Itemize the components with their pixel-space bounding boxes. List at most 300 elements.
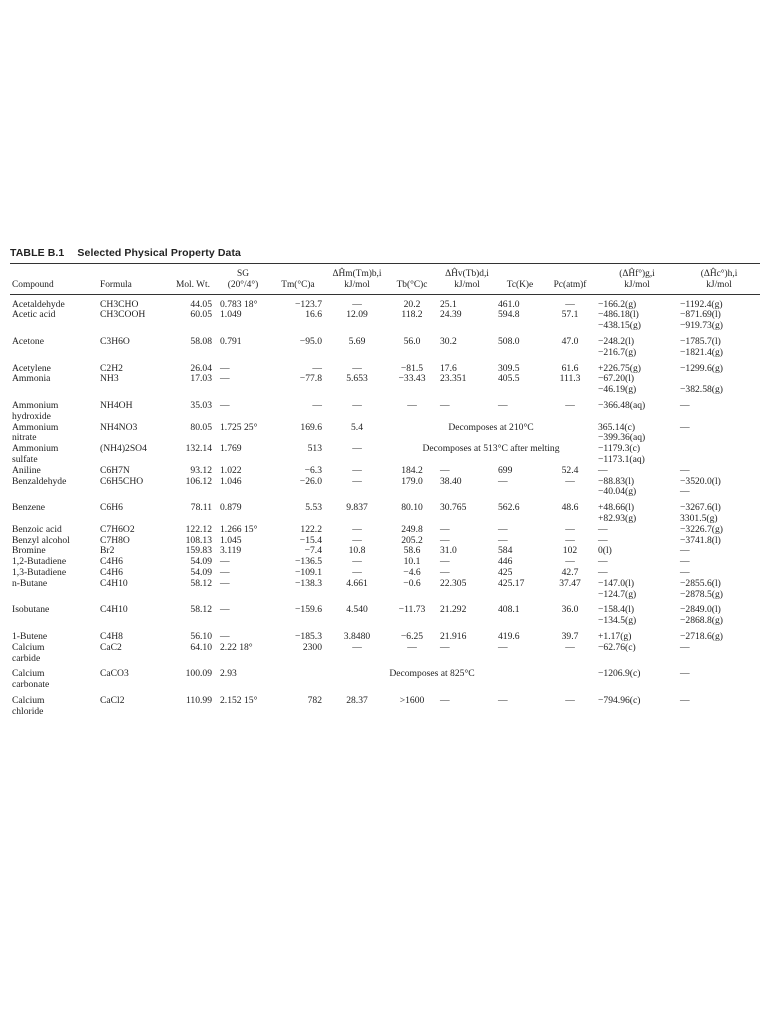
table-number: TABLE B.1: [10, 247, 65, 259]
cell-dhf: [596, 466, 678, 477]
cell-tc-line: 425: [498, 566, 513, 578]
cell-tc-line: —: [498, 475, 508, 487]
table-row: [10, 525, 760, 536]
cell-formula: [98, 664, 168, 691]
cell-dhm-line: —: [352, 534, 362, 546]
cell-dhc: [678, 627, 760, 643]
cell-pc-line: 48.6: [561, 502, 579, 514]
cell-pc: [544, 310, 596, 332]
table-row: [10, 643, 760, 665]
cell-dhv-line: 30.2: [440, 335, 457, 347]
cell-compound: [10, 423, 98, 445]
cell-sg-line: 2.93: [220, 668, 237, 680]
header-dhm-line: kJ/mol: [344, 279, 370, 290]
cell-compound-line: Ammonia: [12, 373, 51, 385]
cell-formula-line: CaCl2: [100, 694, 125, 706]
cell-compound-line: Benzene: [12, 502, 46, 514]
header-mol-wt: [168, 264, 218, 294]
cell-mol-wt-line: 26.04: [190, 362, 212, 374]
cell-pc-line: 57.1: [561, 309, 579, 321]
cell-tm: [268, 691, 328, 718]
cell-mol-wt-line: 54.09: [190, 556, 212, 568]
cell-tm-line: −77.8: [299, 373, 322, 385]
cell-dhm: [328, 466, 386, 477]
cell-dhf: [596, 332, 678, 359]
table-row: [10, 466, 760, 477]
cell-dhm-line: 4.661: [346, 577, 368, 589]
cell-dhf-line: −794.96(c): [598, 694, 641, 706]
cell-compound-line: Aniline: [12, 464, 41, 476]
cell-tb: [386, 359, 438, 375]
cell-compound-line: nitrate: [12, 432, 37, 444]
cell-compound-line: Acetylene: [12, 362, 51, 374]
table-title: Selected Physical Property Data: [77, 247, 241, 259]
cell-tm-line: —: [312, 399, 322, 411]
cell-dhc-line: −1785.7(l): [680, 335, 721, 347]
cell-tc: [496, 477, 544, 499]
table-caption: [10, 247, 760, 264]
cell-dhf-line: −399.36(aq): [598, 432, 646, 444]
cell-pc-line: 111.3: [559, 373, 581, 385]
cell-dhc: [678, 294, 760, 310]
cell-tm: [268, 294, 328, 310]
cell-sg-line: —: [220, 566, 230, 578]
cell-sg-line: —: [220, 373, 230, 385]
cell-sg-line: —: [220, 630, 230, 642]
cell-pc-line: 47.0: [561, 335, 579, 347]
header-sg: [218, 264, 268, 294]
cell-mol-wt-line: 80.05: [190, 421, 212, 433]
cell-pc: [544, 498, 596, 525]
cell-tc-line: 405.5: [498, 373, 520, 385]
cell-tc: [496, 691, 544, 718]
cell-dhc-line: −2868.8(g): [680, 615, 723, 627]
cell-compound: [10, 627, 98, 643]
cell-tb-line: >1600: [399, 694, 425, 706]
cell-tm-line: 122.2: [300, 523, 322, 535]
cell-dhf-line: +1.17(g): [598, 630, 632, 642]
header-dhc-line: kJ/mol: [706, 279, 732, 290]
cell-dhc: [678, 546, 760, 557]
cell-formula: [98, 332, 168, 359]
table-row: [10, 600, 760, 627]
cell-tc: [496, 294, 544, 310]
cell-dhc: [678, 477, 760, 499]
cell-tb: [386, 396, 438, 423]
cell-tc: [496, 627, 544, 643]
cell-dhm-line: —: [352, 362, 362, 374]
cell-dhm: [328, 332, 386, 359]
cell-formula-line: C7H6O2: [100, 523, 135, 535]
cell-mol-wt-line: 58.12: [190, 604, 212, 616]
cell-compound-line: n-Butane: [12, 577, 48, 589]
cell-tb: [386, 627, 438, 643]
cell-dhf: [596, 396, 678, 423]
cell-dhm-line: 4.540: [346, 604, 368, 616]
cell-sg-line: —: [220, 399, 230, 411]
cell-formula: [98, 477, 168, 499]
cell-dhf: [596, 664, 678, 691]
header-dhf-line: (ΔĤf°)g,i: [619, 269, 655, 279]
cell-dhc-line: −3267.6(l): [680, 502, 721, 514]
cell-dhv-line: 17.6: [440, 362, 457, 374]
cell-dhc-line: —: [680, 464, 690, 476]
cell-tc: [496, 466, 544, 477]
cell-mol-wt-line: 60.05: [190, 309, 212, 321]
header-tc: [496, 264, 544, 294]
cell-formula: [98, 444, 168, 466]
property-table-page: [10, 247, 760, 717]
cell-dhc: [678, 466, 760, 477]
cell-pc: [544, 525, 596, 536]
cell-dhf-line: +226.75(g): [598, 362, 641, 374]
cell-tm: [268, 525, 328, 536]
cell-dhc-line: —: [680, 694, 690, 706]
cell-tc-line: 419.6: [498, 630, 520, 642]
cell-tm: [268, 374, 328, 396]
cell-tb-line: 20.2: [403, 298, 421, 310]
cell-tc: [496, 643, 544, 665]
cell-dhf: [596, 310, 678, 332]
cell-tc-line: 562.6: [498, 502, 520, 514]
cell-sg-line: 2.152 15°: [220, 694, 258, 706]
cell-dhc-line: −2849.0(l): [680, 604, 721, 616]
cell-tc: [496, 332, 544, 359]
cell-sg: [218, 525, 268, 536]
cell-dhm-line: —: [352, 443, 362, 455]
cell-dhv: [438, 374, 496, 396]
cell-tb-line: 249.8: [401, 523, 423, 535]
cell-pc-line: —: [565, 399, 575, 411]
cell-sg: [218, 466, 268, 477]
cell-dhm-line: 5.653: [346, 373, 368, 385]
cell-dhv-line: 38.40: [440, 475, 462, 487]
cell-formula: [98, 396, 168, 423]
cell-sg: [218, 579, 268, 601]
cell-pc-line: 52.4: [561, 464, 579, 476]
header-sg-line: (20°/4°): [227, 279, 259, 290]
cell-formula-line: C4H6: [100, 566, 123, 578]
cell-mol-wt-line: 132.14: [185, 443, 212, 455]
cell-tc: [496, 374, 544, 396]
cell-mol-wt: [168, 423, 218, 445]
cell-dhv-line: —: [440, 556, 450, 568]
cell-dhc-line: —: [680, 668, 690, 680]
header-pc-line: Pc(atm)f: [553, 279, 587, 290]
cell-sg: [218, 627, 268, 643]
cell-pc-line: —: [565, 556, 575, 568]
cell-pc: [544, 643, 596, 665]
cell-compound: [10, 643, 98, 665]
cell-formula: [98, 498, 168, 525]
cell-tc-line: —: [498, 399, 508, 411]
cell-sg: [218, 294, 268, 310]
cell-tb-line: 118.2: [401, 309, 423, 321]
cell-dhc: [678, 498, 760, 525]
cell-compound: [10, 498, 98, 525]
cell-compound: [10, 579, 98, 601]
cell-mol-wt-line: 58.08: [190, 335, 212, 347]
cell-compound: [10, 477, 98, 499]
cell-dhf-line: +48.66(l): [598, 502, 635, 514]
cell-pc: [544, 294, 596, 310]
cell-sg: [218, 477, 268, 499]
cell-dhc-line: —: [680, 641, 690, 653]
cell-compound-line: 1,2-Butadiene: [12, 556, 67, 568]
cell-dhc-line: —: [680, 566, 690, 578]
cell-dhv: [438, 643, 496, 665]
header-dhv-line: kJ/mol: [454, 279, 480, 290]
cell-dhf-line: −134.5(g): [598, 615, 637, 627]
cell-dhf: [596, 359, 678, 375]
header-tm: [268, 264, 328, 294]
cell-formula: [98, 579, 168, 601]
cell-compound-line: Isobutane: [12, 604, 50, 616]
cell-dhc: [678, 557, 760, 568]
cell-compound-line: Acetaldehyde: [12, 298, 65, 310]
cell-formula: [98, 627, 168, 643]
cell-tb-line: 58.6: [403, 545, 421, 557]
cell-dhv: [438, 332, 496, 359]
header-dhc-line: (ΔĤc°)h,i: [700, 269, 738, 279]
cell-formula-line: (NH4)2SO4: [100, 443, 147, 455]
decomposition-note-text: Decomposes at 825°C: [389, 668, 475, 680]
table-body: [10, 294, 760, 717]
cell-sg: [218, 374, 268, 396]
cell-dhf-line: −1173.1(aq): [598, 453, 645, 465]
cell-dhf-line: −166.2(g): [598, 298, 637, 310]
cell-tb-line: −81.5: [400, 362, 424, 374]
cell-formula-line: C6H6: [100, 502, 123, 514]
cell-dhc: [678, 423, 760, 445]
cell-tc: [496, 600, 544, 627]
cell-sg: [218, 643, 268, 665]
cell-mol-wt: [168, 579, 218, 601]
table-row: [10, 396, 760, 423]
cell-dhv: [438, 477, 496, 499]
cell-mol-wt: [168, 627, 218, 643]
cell-dhm-line: —: [352, 464, 362, 476]
cell-tm-line: 5.53: [305, 502, 322, 514]
cell-mol-wt: [168, 600, 218, 627]
cell-dhf-line: −124.7(g): [598, 588, 637, 600]
cell-sg-line: 0.783 18°: [220, 298, 258, 310]
table-row: [10, 477, 760, 499]
cell-dhm: [328, 643, 386, 665]
cell-pc-line: —: [565, 641, 575, 653]
cell-tc-line: 461.0: [498, 298, 520, 310]
cell-pc-line: —: [565, 694, 575, 706]
cell-tm-line: −123.7: [295, 298, 322, 310]
cell-tb: [386, 525, 438, 536]
cell-dhf: [596, 546, 678, 557]
cell-compound-line: chloride: [12, 705, 44, 717]
cell-mol-wt: [168, 664, 218, 691]
cell-formula: [98, 600, 168, 627]
cell-tm: [268, 600, 328, 627]
cell-tc-line: 699: [498, 464, 513, 476]
cell-mol-wt-line: 78.11: [190, 502, 212, 514]
cell-compound: [10, 466, 98, 477]
cell-dhm-line: 10.8: [348, 545, 366, 557]
cell-mol-wt: [168, 643, 218, 665]
cell-dhf-line: −486.18(l): [598, 309, 639, 321]
cell-formula-line: NH4OH: [100, 399, 133, 411]
cell-compound: [10, 664, 98, 691]
cell-dhc: [678, 600, 760, 627]
physical-property-table: [10, 264, 760, 717]
cell-dhm-line: —: [352, 523, 362, 535]
cell-dhf: [596, 477, 678, 499]
cell-formula-line: C2H2: [100, 362, 123, 374]
cell-tm-line: −109.1: [295, 566, 322, 578]
cell-formula: [98, 359, 168, 375]
cell-mol-wt-line: 110.99: [185, 694, 212, 706]
cell-dhm-line: 3.8480: [343, 630, 371, 642]
cell-dhc: [678, 525, 760, 536]
cell-tm: [268, 396, 328, 423]
cell-dhm-line: —: [352, 566, 362, 578]
header-pc: [544, 264, 596, 294]
decomposition-note: [386, 423, 596, 445]
cell-sg-line: 0.879: [220, 502, 242, 514]
cell-compound: [10, 396, 98, 423]
cell-dhf-line: —: [598, 523, 608, 535]
cell-tc: [496, 396, 544, 423]
cell-pc: [544, 332, 596, 359]
cell-dhf: [596, 294, 678, 310]
cell-formula-line: Br2: [100, 545, 115, 557]
cell-tm-line: −7.4: [304, 545, 322, 557]
cell-dhv-line: —: [440, 641, 450, 653]
cell-pc: [544, 477, 596, 499]
cell-formula: [98, 691, 168, 718]
cell-compound-line: sulfate: [12, 453, 38, 465]
cell-dhf-line: —: [598, 556, 608, 568]
cell-compound-line: 1,3-Butadiene: [12, 566, 67, 578]
cell-dhv-line: —: [440, 534, 450, 546]
header-dhv: [438, 264, 496, 294]
cell-dhm-line: —: [352, 298, 362, 310]
table-row: [10, 627, 760, 643]
cell-mol-wt-line: 93.12: [190, 464, 212, 476]
cell-tc-line: 594.8: [498, 309, 520, 321]
header-dhc: [678, 264, 760, 294]
cell-compound-line: Benzyl alcohol: [12, 534, 70, 546]
cell-formula-line: C6H7N: [100, 464, 130, 476]
cell-pc: [544, 466, 596, 477]
cell-tm-line: −6.3: [304, 464, 322, 476]
cell-compound: [10, 294, 98, 310]
cell-dhf: [596, 643, 678, 665]
cell-dhm: [328, 423, 386, 445]
cell-tm: [268, 332, 328, 359]
cell-tm-line: —: [312, 362, 322, 374]
cell-mol-wt: [168, 691, 218, 718]
cell-dhf-line: −366.48(aq): [598, 399, 646, 411]
header-sg-line: SG: [237, 269, 249, 279]
cell-dhf-line: 365.14(c): [598, 421, 636, 433]
cell-mol-wt: [168, 466, 218, 477]
cell-dhm: [328, 294, 386, 310]
cell-dhf: [596, 557, 678, 568]
cell-sg: [218, 396, 268, 423]
cell-dhf: [596, 600, 678, 627]
cell-sg-line: 1.266 15°: [220, 523, 258, 535]
cell-dhm: [328, 374, 386, 396]
header-dhv-line: ΔĤv(Tb)d,i: [445, 269, 489, 279]
cell-dhc-line: —: [680, 486, 690, 498]
cell-dhv: [438, 525, 496, 536]
cell-pc-line: —: [565, 475, 575, 487]
cell-tm-line: −138.3: [295, 577, 322, 589]
cell-tb: [386, 691, 438, 718]
cell-sg-line: 2.22 18°: [220, 641, 253, 653]
cell-dhf-line: −438.15(g): [598, 320, 641, 332]
cell-tb: [386, 498, 438, 525]
cell-sg: [218, 423, 268, 445]
cell-dhv-line: 25.1: [440, 298, 457, 310]
cell-dhm-line: —: [352, 641, 362, 653]
cell-tc-line: 446: [498, 556, 513, 568]
cell-dhv-line: 30.765: [440, 502, 467, 514]
cell-compound-line: Ammonium: [12, 399, 59, 411]
cell-dhm: [328, 579, 386, 601]
cell-dhc-line: −382.58(g): [680, 384, 723, 396]
cell-tm: [268, 643, 328, 665]
header-tb: [386, 264, 438, 294]
cell-dhf-line: −158.4(l): [598, 604, 635, 616]
cell-pc-line: —: [565, 534, 575, 546]
cell-sg-line: 1.769: [220, 443, 242, 455]
cell-pc: [544, 396, 596, 423]
cell-tb-line: −11.73: [398, 604, 426, 616]
cell-tm-line: −26.0: [299, 475, 322, 487]
cell-dhc-line: —: [680, 556, 690, 568]
cell-tc: [496, 525, 544, 536]
cell-formula-line: CH3COOH: [100, 309, 146, 321]
cell-dhm-line: 12.09: [346, 309, 368, 321]
cell-dhf-line: —: [598, 566, 608, 578]
cell-tm-line: −159.6: [295, 604, 322, 616]
cell-dhc-line: —: [680, 545, 690, 557]
cell-sg: [218, 444, 268, 466]
cell-sg-line: —: [220, 604, 230, 616]
header-mol-wt-line: Mol. Wt.: [176, 279, 210, 290]
cell-dhv: [438, 310, 496, 332]
cell-dhm: [328, 310, 386, 332]
cell-mol-wt: [168, 310, 218, 332]
cell-tm-line: −15.4: [299, 534, 322, 546]
cell-dhv-line: 21.292: [440, 604, 467, 616]
cell-dhc: [678, 664, 760, 691]
cell-dhv-line: 31.0: [440, 545, 457, 557]
cell-pc-line: —: [565, 298, 575, 310]
cell-sg: [218, 498, 268, 525]
cell-dhf: [596, 691, 678, 718]
cell-pc: [544, 359, 596, 375]
cell-dhc-line: −1821.4(g): [680, 346, 723, 358]
cell-dhv: [438, 396, 496, 423]
cell-dhc: [678, 396, 760, 423]
cell-mol-wt-line: 108.13: [185, 534, 212, 546]
header-tc-line: Tc(K)e: [506, 279, 534, 290]
cell-dhm: [328, 477, 386, 499]
cell-dhf: [596, 498, 678, 525]
cell-tm: [268, 627, 328, 643]
cell-dhf-line: −67.20(l): [598, 373, 635, 385]
cell-compound-line: Ammonium: [12, 443, 59, 455]
